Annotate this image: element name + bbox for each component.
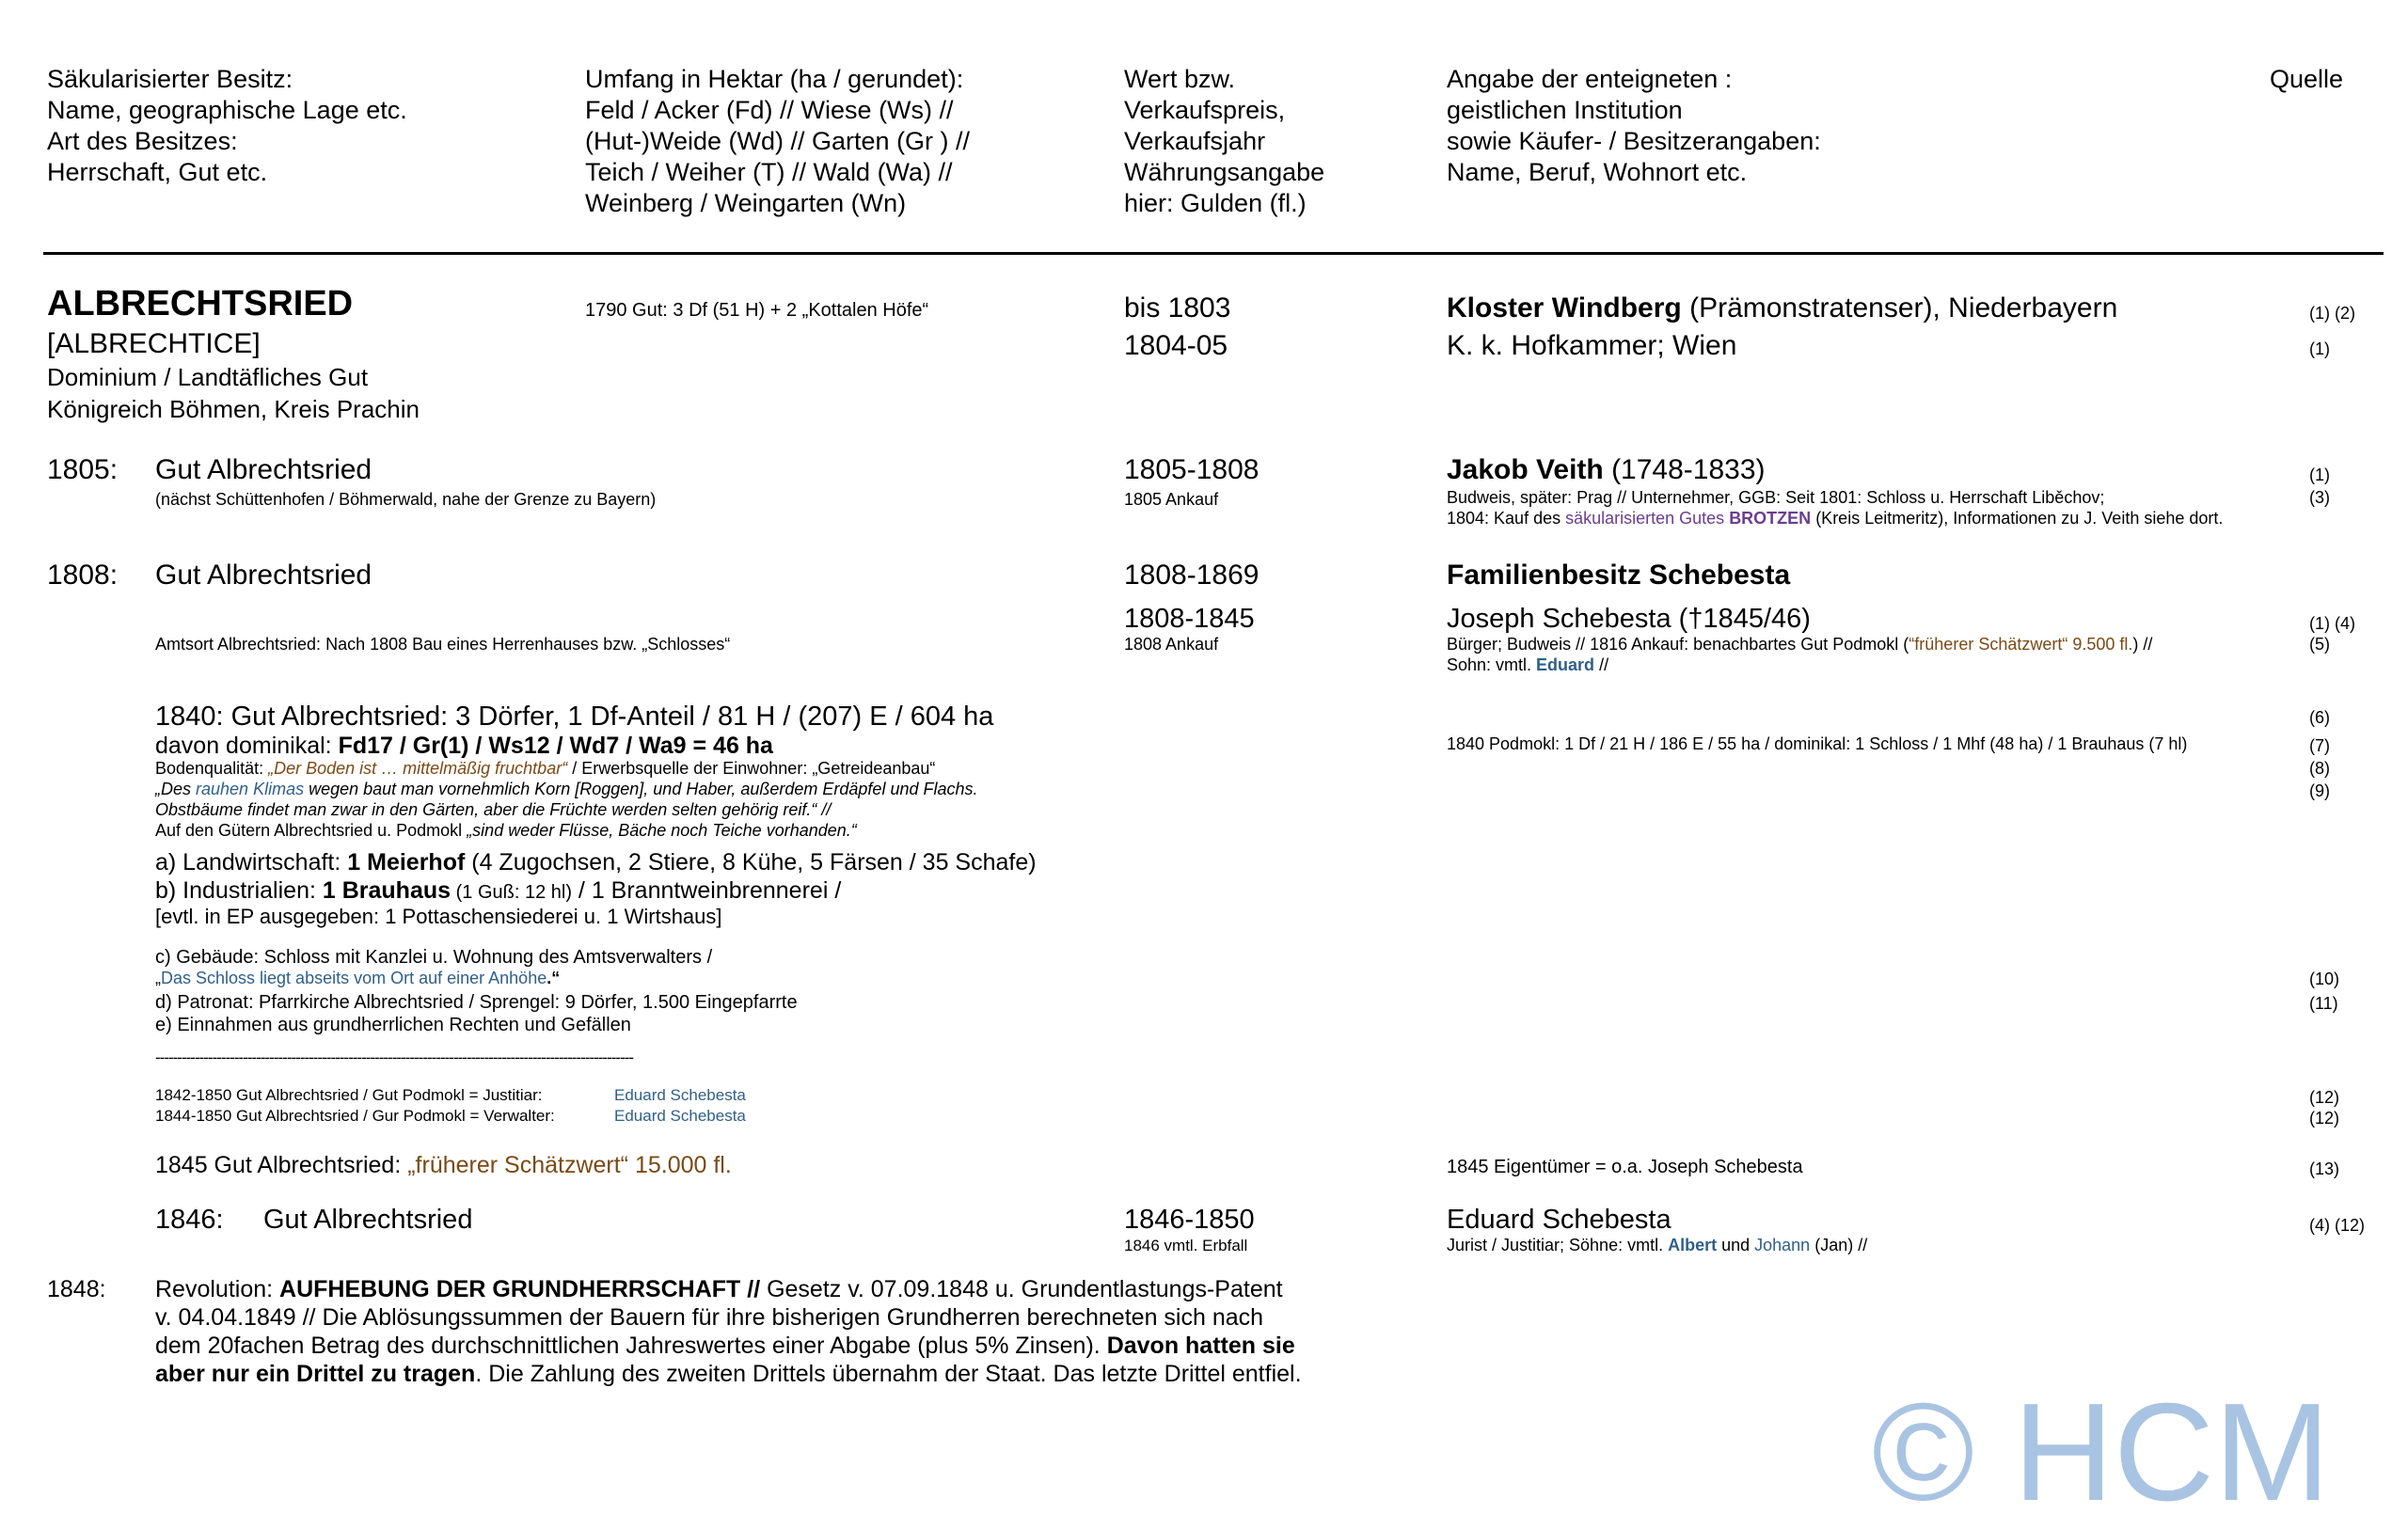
source-ref: (12) <box>2309 1088 2340 1107</box>
note-text: 1845 Gut Albrechtsried: <box>155 1152 408 1178</box>
note-text: 1842-1850 Gut Albrechtsried / Gut Podmokl = Justitiar: <box>155 1086 543 1104</box>
note-text: wegen baut man vornehmlich Korn [Roggen], und Haber, außerdem Erdäpfel und Flachs. <box>304 780 978 798</box>
note-text: und <box>1717 1236 1755 1254</box>
owner-line <box>1447 453 1766 487</box>
owner-name: Joseph Schebesta (†1845/46) <box>1447 604 1811 634</box>
header-line: Wert bzw. <box>1124 65 1236 93</box>
eduard-link[interactable]: Eduard Schebesta <box>614 1107 746 1125</box>
note-text: . Die Zahlung des zweiten Drittels übernahm der Staat. Das letzte Drittel entfiel. <box>475 1361 1302 1387</box>
period-years: bis 1803 <box>1124 292 1231 323</box>
header-line: Verkaufsjahr <box>1124 127 1266 155</box>
abolition-heading: AUFHEBUNG DER GRUNDHERRSCHAFT // <box>279 1276 761 1302</box>
source-ref: (10) <box>2309 970 2340 988</box>
revenue-line: e) Einnahmen aus grundherrlichen Rechten und Gefällen <box>155 1015 631 1035</box>
owner-note <box>1447 634 2152 655</box>
note-text: (Kreis Leitmeritz), Informationen zu J. Veith siehe dort. <box>1811 509 2224 528</box>
separator-dashes: ------------------------------------------------------------------------------------------------------------- <box>155 1049 634 1066</box>
header-line: sowie Käufer- / Besitzerangaben: <box>1447 127 1821 155</box>
header-col-property <box>47 64 407 188</box>
header-line: Säkularisierter Besitz: <box>47 65 293 93</box>
value-1845 <box>155 1151 732 1179</box>
period-years: 1805-1808 <box>1124 454 1259 485</box>
header-line: Verkaufspreis, <box>1124 96 1286 124</box>
property-name: Gut Albrechtsried <box>263 1205 473 1235</box>
climate-quote <box>155 779 978 799</box>
period-years: 1846-1850 <box>1124 1205 1255 1235</box>
owner-note <box>1447 655 1608 675</box>
hcm-watermark: © HCM <box>1872 1375 2331 1530</box>
brauhaus: 1 Brauhaus <box>322 877 452 904</box>
header-line: Umfang in Hektar (ha / gerundet): <box>585 65 964 93</box>
note-text: (4 Zugochsen, 2 Stiere, 8 Kühe, 5 Färsen / 35 Schafe) <box>465 849 1037 875</box>
patronage-line: d) Patronat: Pfarrkirche Albrechtsried / Sprengel: 9 Dörfer, 1.500 Eingepfarrte <box>155 992 798 1013</box>
revolution-line <box>155 1275 1283 1303</box>
eduard-link[interactable]: Eduard <box>1536 655 1595 674</box>
source-ref: (3) <box>2309 488 2330 507</box>
dominikal-values: Fd17 / Gr(1) / Ws12 / Wd7 / Wa9 = 46 ha <box>338 733 773 759</box>
note-text: / Erwerbsquelle der Einwohner: „Getreideanbau“ <box>567 759 936 778</box>
note-text: Bürger; Budweis // 1816 Ankauf: benachbartes Gut Podmokl ( <box>1447 635 1909 654</box>
period-years: 1808-1845 <box>1124 604 1255 634</box>
albert-link[interactable]: Albert <box>1668 1236 1718 1254</box>
source-ref: (1) <box>2309 339 2330 358</box>
entry-type: Dominium / Landtäfliches Gut <box>47 363 369 391</box>
source-ref: (12) <box>2309 1109 2340 1128</box>
header-line: Name, geographische Lage etc. <box>47 96 407 124</box>
owner-note <box>1447 1235 1867 1255</box>
source-ref: (11) <box>2309 994 2338 1013</box>
property-note: (nächst Schüttenhofen / Böhmerwald, nahe der Grenze zu Bayern) <box>155 490 657 509</box>
note-text: (Jan) // <box>1810 1236 1868 1254</box>
header-divider <box>43 252 2384 255</box>
note-text: / 1 Branntweinbrennerei / <box>571 877 842 904</box>
header-line: Feld / Acker (Fd) // Wiese (Ws) // <box>585 96 954 124</box>
header-col-value <box>1124 64 1324 219</box>
year-label: 1808: <box>47 560 119 591</box>
meierhof: 1 Meierhof <box>347 849 466 875</box>
header-col-owner <box>1447 64 1821 188</box>
owner-name: Kloster Windberg <box>1447 292 1682 323</box>
period-note: 1846 vmtl. Erbfall <box>1124 1237 1248 1254</box>
rivers-note <box>155 820 857 841</box>
entry-alt-name: [ALBRECHTICE] <box>47 328 261 359</box>
quote-text: „Der Boden ist … mittelmäßig fruchtbar“ <box>268 759 568 778</box>
dominikal-line <box>155 732 773 760</box>
note-text: a) Landwirtschaft: <box>155 849 348 875</box>
verwalter-line: 1844-1850 Gut Albrechtsried / Gur Podmokl = Verwalter: <box>155 1107 555 1125</box>
note-text: .“ <box>547 969 561 987</box>
revolution-line: v. 04.04.1849 // Die Ablösungssummen der Bauern für ihre bisherigen Grundherren berechneten sich nach <box>155 1304 1264 1331</box>
buildings-line: c) Gebäude: Schloss mit Kanzlei u. Wohnung des Amtsverwalters / <box>155 947 713 968</box>
header-col-source: Quelle <box>2270 65 2344 93</box>
stat-1840: 1840: Gut Albrechtsried: 3 Dörfer, 1 Df-Anteil / 81 H / (207) E / 604 ha <box>155 702 994 732</box>
source-ref: (1) (2) <box>2309 304 2355 323</box>
family-owner: Familienbesitz Schebesta <box>1447 560 1791 591</box>
source-ref: (5) <box>2309 635 2330 654</box>
note-text: Revolution: <box>155 1276 280 1302</box>
source-ref: (1) (4) <box>2309 614 2355 633</box>
entry-title: ALBRECHTSRIED <box>47 284 354 323</box>
header-line: Weinberg / Weingarten (Wn) <box>585 189 907 217</box>
header-line: Angabe der enteigneten : <box>1447 65 1733 93</box>
source-ref: (8) <box>2309 759 2330 778</box>
note-text: ) // <box>2132 635 2153 654</box>
johann-link[interactable]: Johann <box>1754 1236 1811 1254</box>
note-text: Gesetz v. 07.09.1848 u. Grundentlastungs-Patent <box>760 1276 1283 1302</box>
note-text: „Des <box>155 780 197 798</box>
property-name: Gut Albrechtsried <box>155 560 372 591</box>
owner-note: Budweis, später: Prag // Unternehmer, GGB: Seit 1801: Schloss u. Herrschaft Liběchov; <box>1447 488 2105 507</box>
header-line: geistlichen Institution <box>1447 96 1683 124</box>
period-owner <box>1447 292 2117 325</box>
source-ref: (13) <box>2309 1159 2340 1178</box>
note-text: // <box>1594 655 1609 674</box>
note-bold: Davon hatten sie <box>1106 1333 1295 1359</box>
note-text: dem 20fachen Betrag des durchschnittlichen Jahreswertes einer Abgabe (plus 5% Zinsen). <box>155 1333 1107 1359</box>
year-label: 1846: <box>155 1205 224 1235</box>
castle-quote <box>155 968 560 988</box>
castle-link[interactable]: Das Schloss liegt abseits vom Ort auf einer Anhöhe <box>161 969 547 987</box>
note-text: davon dominikal: <box>155 733 339 759</box>
period-years: 1808-1869 <box>1124 560 1259 591</box>
entry-extent-1790: 1790 Gut: 3 Df (51 H) + 2 „Kottalen Höfe“ <box>585 300 929 321</box>
amtsort-note: Amtsort Albrechtsried: Nach 1808 Bau eines Herrenhauses bzw. „Schlosses“ <box>155 635 731 654</box>
header-line: Währungsangabe <box>1124 158 1325 186</box>
source-ref: (6) <box>2309 708 2330 727</box>
source-ref: (4) (12) <box>2309 1216 2366 1235</box>
note-text: Jurist / Justitiar; Söhne: vmtl. <box>1447 1236 1669 1254</box>
year-label: 1848: <box>47 1276 106 1302</box>
brotzen-link-name[interactable]: BROTZEN <box>1729 509 1812 528</box>
note-text: „ <box>155 969 161 987</box>
note-text: Auf den Gütern Albrechtsried u. Podmokl <box>155 821 467 840</box>
header-line: Art des Besitzes: <box>47 127 238 155</box>
source-ref: (7) <box>2309 736 2330 755</box>
property-name: Gut Albrechtsried <box>155 454 372 485</box>
header-line: hier: Gulden (fl.) <box>1124 189 1307 217</box>
industry-line <box>155 876 841 905</box>
header-line: Herrschaft, Gut etc. <box>47 158 268 186</box>
industry-note: [evtl. in EP ausgegeben: 1 Pottaschensiederei u. 1 Wirtshaus] <box>155 905 722 928</box>
entry-location: Königreich Böhmen, Kreis Prachin <box>47 395 420 423</box>
owner-name: Eduard Schebesta <box>1447 1205 1671 1235</box>
note-text: b) Industrialien: <box>155 877 323 904</box>
note-bold: aber nur ein Drittel zu tragen <box>155 1361 476 1387</box>
period-note: 1805 Ankauf <box>1124 490 1219 509</box>
note-text: Bodenqualität: <box>155 759 269 778</box>
header-col-extent <box>585 64 970 219</box>
note-text: 1804: Kauf des <box>1447 509 1566 528</box>
quote-text: „früherer Schätzwert“ 15.000 fl. <box>407 1152 732 1178</box>
period-years: 1804-05 <box>1124 330 1228 361</box>
source-ref: (1) <box>2309 465 2330 484</box>
owner-note <box>1447 508 2223 528</box>
quote-text: „sind weder Flüsse, Bäche noch Teiche vorhanden.“ <box>467 821 857 840</box>
header-line: Name, Beruf, Wohnort etc. <box>1447 158 1748 186</box>
justitiar-line <box>155 1085 543 1106</box>
note-text: Sohn: vmtl. <box>1447 655 1537 674</box>
year-label: 1805: <box>47 454 119 485</box>
owner-lifespan: (1748-1833) <box>1603 454 1766 485</box>
owner-name: Jakob Veith <box>1447 454 1604 485</box>
agriculture-line <box>155 848 1037 876</box>
quote-text: “früherer Schätzwert“ 9.500 fl. <box>1909 635 2133 654</box>
fruit-quote: Obstbäume findet man zwar in den Gärten, aber die Früchte werden selten gehörig reif.“ // <box>155 800 832 819</box>
header-line: (Hut-)Weide (Wd) // Garten (Gr ) // <box>585 127 971 155</box>
period-owner: K. k. Hofkammer; Wien <box>1447 330 1737 361</box>
podmokl-note: 1840 Podmokl: 1 Df / 21 H / 186 E / 55 ha / dominikal: 1 Schloss / 1 Mhf (48 ha) / 1 Brauhaus (7 hl) <box>1447 734 2188 753</box>
brotzen-link[interactable]: säkularisierten Gutes <box>1565 509 1730 528</box>
eduard-link[interactable]: Eduard Schebesta <box>614 1086 746 1104</box>
revolution-line <box>155 1332 1295 1360</box>
climate-link[interactable]: rauhen Klimas <box>196 780 305 798</box>
period-note: 1808 Ankauf <box>1124 635 1219 654</box>
soil-quality <box>155 758 935 779</box>
header-line: Teich / Weiher (T) // Wald (Wa) // <box>585 158 953 186</box>
source-ref: (9) <box>2309 781 2330 800</box>
revolution-line <box>155 1360 1302 1388</box>
owner-1845: 1845 Eigentümer = o.a. Joseph Schebesta <box>1447 1157 1803 1177</box>
owner-detail: (Prämonstratenser), Niederbayern <box>1681 292 2118 323</box>
note-text: (1 Guß: 12 hl) <box>451 882 572 903</box>
